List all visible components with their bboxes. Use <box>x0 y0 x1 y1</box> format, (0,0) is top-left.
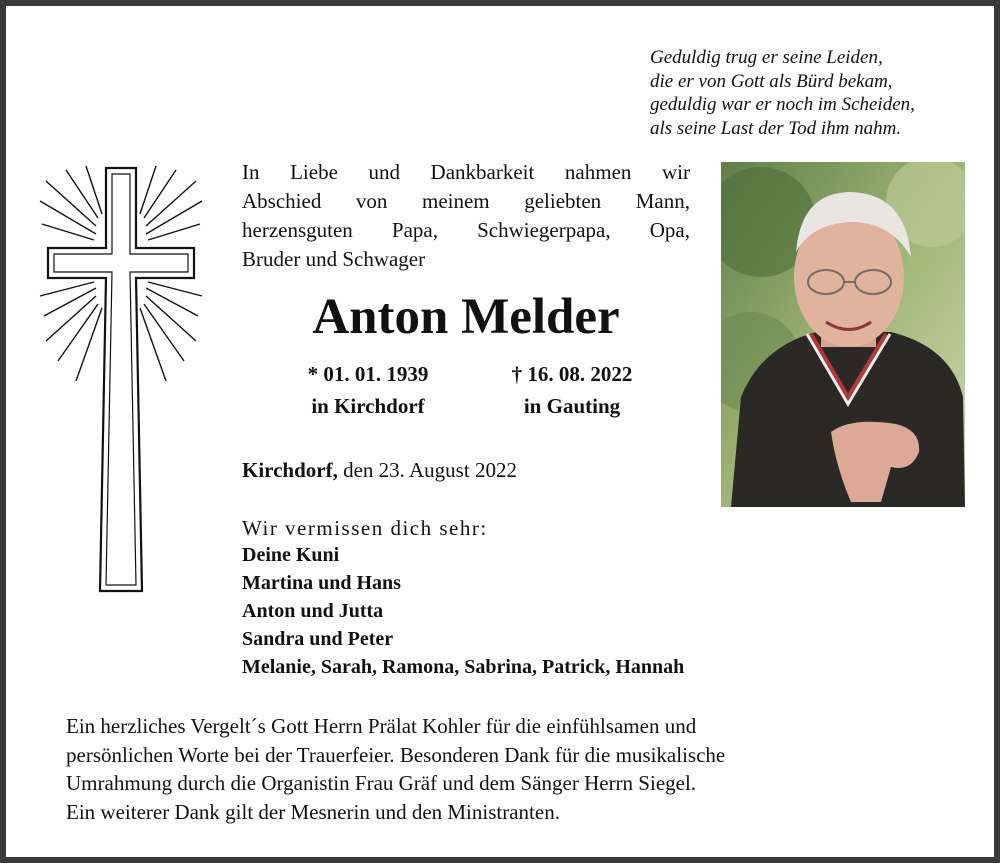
family-member: Melanie, Sarah, Ramona, Sabrina, Patrick, Hannah <box>242 656 685 678</box>
intro-text <box>242 158 690 274</box>
thanks-line: Umrahmung durch die Organistin Frau Gräf und dem Sänger Herrn Siegel. <box>66 771 697 795</box>
death-date: † 16. 08. 2022 <box>511 362 633 386</box>
family-member: Anton und Jutta <box>242 600 384 622</box>
death-info <box>472 358 672 422</box>
thanks-line: Ein weiterer Dank gilt der Mesnerin und den Ministranten. <box>66 799 560 824</box>
obituary-card <box>6 6 994 857</box>
family-member: Deine Kuni <box>242 544 340 566</box>
birth-info <box>268 358 468 422</box>
date-text: den 23. August 2022 <box>337 458 517 482</box>
poem-line: geduldig war er noch im Scheiden, <box>650 94 915 115</box>
birth-date: * 01. 01. 1939 <box>307 362 429 386</box>
family-list <box>242 541 684 681</box>
thanks-line: Ein herzliches Vergelt´s Gott Herrn Prälat Kohler für die einfühlsamen und <box>66 714 697 738</box>
poem <box>650 46 915 140</box>
family-member: Sandra und Peter <box>242 628 394 650</box>
deceased-name: Anton Melder <box>312 289 620 345</box>
radiant-cross-icon <box>36 156 206 601</box>
birth-place: in Kirchdorf <box>311 394 425 418</box>
intro-line: herzensguten Papa, Schwiegerpapa, Opa, <box>242 218 690 242</box>
intro-line: Bruder und Schwager <box>242 247 426 271</box>
family-member: Martina und Hans <box>242 572 401 594</box>
death-place: in Gauting <box>523 394 621 418</box>
intro-line: In Liebe und Dankbarkeit nahmen wir <box>242 160 690 184</box>
thanks-line: persönlichen Worte bei der Trauerfeier. Besonderen Dank für die musikalische <box>66 742 726 767</box>
poem-line: die er von Gott als Bürd bekam, <box>650 70 893 92</box>
family-heading: Wir vermissen dich sehr: <box>242 516 488 540</box>
portrait-photo <box>721 162 965 507</box>
poem-line: als seine Last der Tod ihm nahm. <box>650 117 902 139</box>
thanks-text <box>66 712 725 826</box>
place-date <box>242 458 517 483</box>
poem-line: Geduldig trug er seine Leiden, <box>650 47 883 68</box>
intro-line: Abschied von meinem geliebten Mann, <box>242 189 690 213</box>
place-name: Kirchdorf, <box>242 458 338 482</box>
